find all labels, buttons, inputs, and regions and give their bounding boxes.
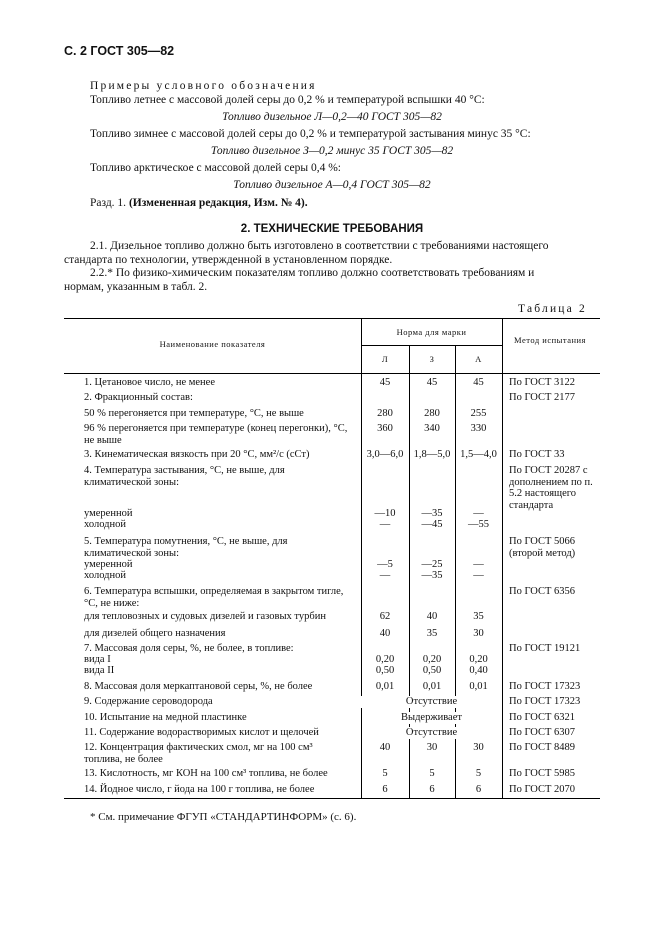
row-2a-name: 50 % перегоняется при температуре, °С, не выше — [84, 408, 304, 419]
table-caption: Таблица 2 — [518, 303, 587, 315]
row-7b-l: 0,50 — [375, 665, 395, 676]
row-5a-z: —25 — [421, 559, 443, 570]
row-9-name: 9. Содержание сероводорода — [84, 696, 213, 707]
row-3-z: 1,8—5,0 — [413, 449, 451, 460]
row-8-name: 8. Массовая доля меркаптановой серы, %, не более — [84, 681, 313, 692]
row-3-a: 1,5—4,0 — [460, 449, 497, 460]
row-7a-l: 0,20 — [375, 654, 395, 665]
row-7b-z: 0,50 — [422, 665, 442, 676]
row-1-z: 45 — [426, 377, 438, 388]
row-5a-l: —5 — [377, 559, 393, 570]
row-4b-name: холодной — [84, 519, 126, 530]
para-2-1-line-1: 2.1. Дизельное топливо должно быть изготовлено в соответствии с требованиями настоящего — [90, 240, 549, 252]
row-6a-z: 40 — [426, 611, 438, 622]
row-5a-name: умеренной — [84, 559, 133, 570]
examples-title: Примеры условного обозначения — [90, 80, 317, 92]
row-6a-a: 35 — [473, 611, 484, 622]
row-8-l: 0,01 — [375, 681, 395, 692]
row-13-method: По ГОСТ 5985 — [509, 768, 576, 779]
row-3-name: 3. Кинематическая вязкость при 20 °С, мм²/с (сСт) — [84, 449, 310, 460]
row-5b-a: — — [473, 570, 484, 581]
row-4b-l: — — [379, 519, 391, 530]
col-header-norm: Норма для марки — [396, 327, 467, 337]
row-2b-a: 330 — [470, 423, 487, 434]
row-8-z: 0,01 — [422, 681, 442, 692]
row-14-z: 6 — [429, 784, 435, 795]
row-1-a: 45 — [473, 377, 484, 388]
col-header-a: А — [475, 354, 482, 364]
row-14-a: 6 — [475, 784, 482, 795]
col-header-method: Метод испытания — [514, 335, 586, 345]
row-7-name: 7. Массовая доля серы, %, не более, в топливе: — [84, 643, 294, 654]
row-6a-l: 62 — [379, 611, 391, 622]
row-4-method: По ГОСТ 20287 с дополнением по п. 5.2 настоящего стандарта — [509, 465, 593, 511]
row-10-method: По ГОСТ 6321 — [509, 712, 576, 723]
row-2-name: 2. Фракционный состав: — [84, 392, 193, 403]
row-7a-z: 0,20 — [422, 654, 442, 665]
row-2b-name: 96 % перегоняется при температуре (конец перегонки), °С, не выше — [84, 423, 348, 446]
row-14-l: 6 — [382, 784, 388, 795]
row-7-method: По ГОСТ 19121 — [509, 643, 581, 654]
col-header-l: Л — [381, 354, 389, 364]
row-2a-a: 255 — [470, 408, 487, 419]
para-2-1-line-2: стандарта по технологии, утвержденной в установленном порядке. — [64, 254, 393, 266]
row-4b-z: —45 — [421, 519, 443, 530]
row-6a-name: для тепловозных и судовых дизелей и газовых турбин — [84, 611, 326, 622]
row-10-value: Выдерживает — [362, 712, 501, 724]
row-1-name: 1. Цетановое число, не менее — [84, 377, 215, 388]
row-14-name: 14. Йодное число, г йода на 100 г топлива, не более — [84, 784, 315, 795]
example-designation-2: Топливо дизельное З—0,2 минус 35 ГОСТ 305—82 — [210, 145, 454, 157]
row-6-name: 6. Температура вспышки, определяемая в закрытом тигле, °С, не ниже: — [84, 586, 344, 609]
col-header-name: Наименование показателя — [159, 339, 266, 349]
row-2b-z: 340 — [424, 423, 440, 434]
para-2-2-line-1: 2.2.* По физико-химическим показателям топливо должно соответствовать требованиям и — [90, 267, 535, 279]
row-14-method: По ГОСТ 2070 — [509, 784, 576, 795]
row-2a-z: 280 — [424, 408, 440, 419]
example-designation-1: Топливо дизельное Л—0,2—40 ГОСТ 305—82 — [222, 111, 442, 123]
row-9-method: По ГОСТ 17323 — [509, 696, 581, 707]
row-12-method: По ГОСТ 8489 — [509, 742, 576, 753]
row-4a-z: —35 — [421, 508, 443, 519]
row-12-z: 30 — [426, 742, 438, 753]
row-11-value: Отсутствие — [362, 727, 501, 739]
page-header: С. 2 ГОСТ 305—82 — [64, 44, 175, 58]
amendment-text: (Измененная редакция, Изм. № 4). — [128, 197, 308, 209]
row-6b-a: 30 — [473, 628, 484, 639]
row-13-name: 13. Кислотность, мг КОН на 100 см³ топлива, не более — [84, 768, 328, 779]
row-6b-l: 40 — [379, 628, 391, 639]
row-8-method: По ГОСТ 17323 — [509, 681, 581, 692]
row-5-method: По ГОСТ 5066 (второй метод) — [509, 536, 576, 559]
footnote: * См. примечание ФГУП «СТАНДАРТИНФОРМ» (с. 6). — [90, 811, 357, 823]
row-13-l: 5 — [382, 768, 388, 779]
row-6-method: По ГОСТ 6356 — [509, 586, 576, 597]
row-5b-z: —35 — [421, 570, 443, 581]
table-2 — [64, 318, 600, 799]
example-designation-3: Топливо дизельное А—0,4 ГОСТ 305—82 — [233, 179, 431, 191]
row-3-method: По ГОСТ 33 — [509, 449, 565, 460]
row-4a-l: —10 — [374, 508, 396, 519]
amendment-section: Разд. 1. — [90, 197, 129, 209]
row-7b-a: 0,40 — [469, 665, 488, 676]
row-9-value: Отсутствие — [361, 696, 502, 708]
amendment-note — [90, 196, 308, 210]
row-11-name: 11. Содержание водорастворимых кислот и щелочей — [84, 727, 319, 738]
row-4a-a: — — [473, 508, 484, 519]
row-1-method: По ГОСТ 3122 — [509, 377, 576, 388]
row-5b-name: холодной — [84, 570, 126, 581]
row-2-method: По ГОСТ 2177 — [509, 392, 576, 403]
example-line-2: Топливо зимнее с массовой долей серы до 0,2 % и температурой застывания минус 35 °С: — [90, 128, 531, 140]
row-6b-name: для дизелей общего назначения — [84, 628, 226, 639]
example-line-3: Топливо арктическое с массовой долей серы 0,4 %: — [90, 162, 341, 174]
section-title: 2. ТЕХНИЧЕСКИЕ ТРЕБОВАНИЯ — [240, 223, 424, 235]
row-3-l: 3,0—6,0 — [366, 449, 404, 460]
row-13-z: 5 — [429, 768, 435, 779]
row-7b-name: вида II — [84, 665, 115, 676]
row-11-method: По ГОСТ 6307 — [509, 727, 576, 738]
row-13-a: 5 — [475, 768, 482, 779]
row-2b-l: 360 — [377, 423, 393, 434]
row-7a-name: вида I — [84, 654, 111, 665]
row-7a-a: 0,20 — [469, 654, 488, 665]
row-12-l: 40 — [379, 742, 391, 753]
row-10-name: 10. Испытание на медной пластинке — [84, 712, 247, 723]
example-line-1: Топливо летнее с массовой долей серы до 0,2 % и температурой вспышки 40 °С: — [90, 94, 485, 106]
row-5b-l: — — [379, 570, 391, 581]
row-5-name: 5. Температура помутнения, °С, не выше, для климатической зоны: — [84, 536, 288, 559]
row-8-a: 0,01 — [469, 681, 488, 692]
row-4a-name: умеренной — [84, 508, 133, 519]
row-1-l: 45 — [379, 377, 391, 388]
row-12-name: 12. Концентрация фактических смол, мг на 100 см³ топлива, не более — [84, 742, 313, 765]
col-header-z: З — [429, 354, 435, 364]
row-4b-a: —55 — [468, 519, 489, 530]
row-4-name: 4. Температура застывания, °С, не выше, для климатической зоны: — [84, 465, 285, 488]
row-6b-z: 35 — [426, 628, 438, 639]
para-2-2-line-2: нормам, указанным в табл. 2. — [64, 281, 208, 293]
row-2a-l: 280 — [377, 408, 393, 419]
row-5a-a: — — [473, 559, 484, 570]
row-12-a: 30 — [473, 742, 484, 753]
